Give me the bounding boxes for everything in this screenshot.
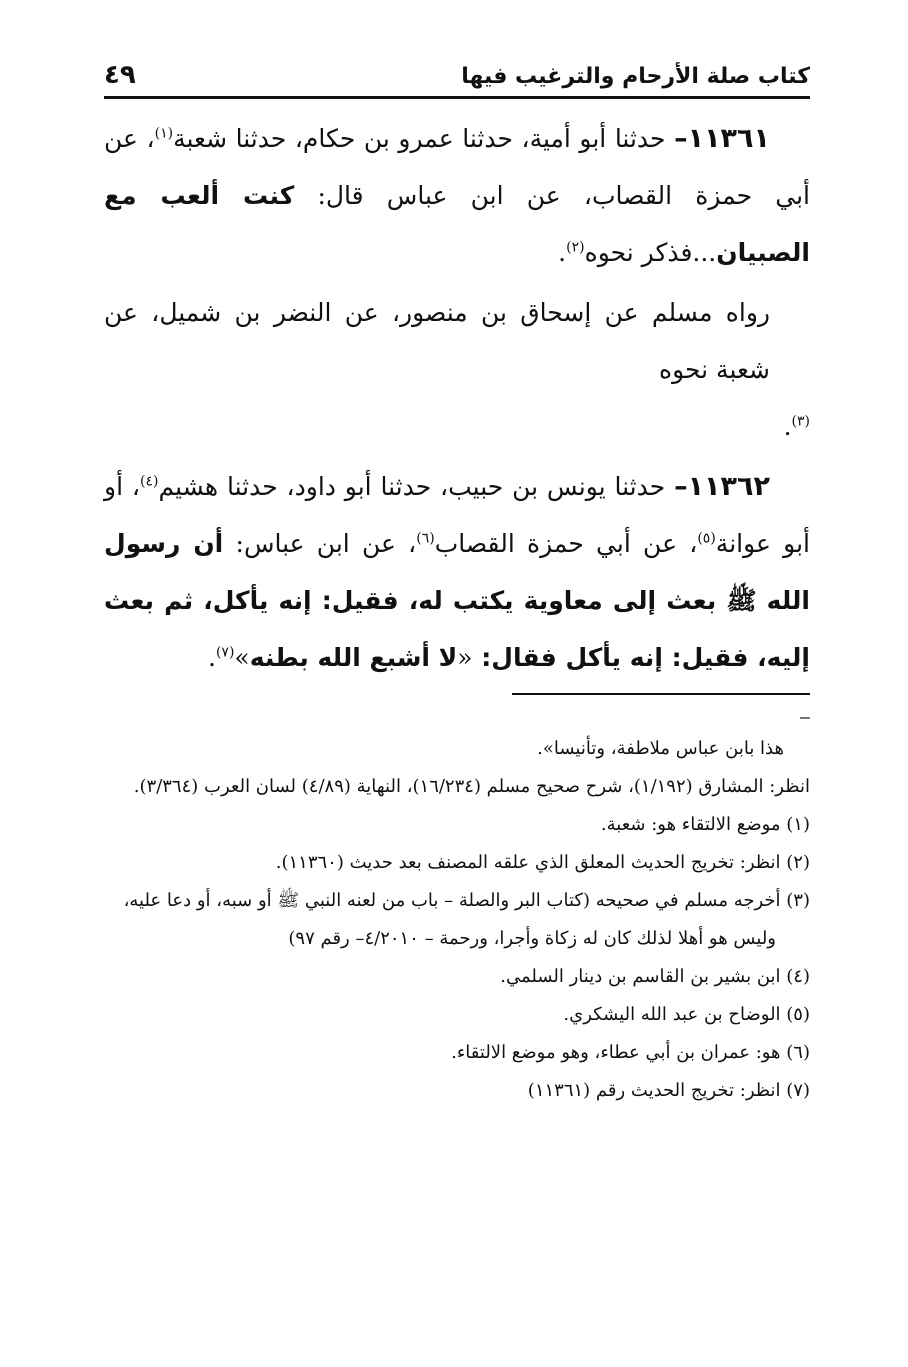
hadith-number: ١١٣٦١– (674, 123, 770, 154)
hadith-matn: كنت ألعب مع الصبيان (104, 181, 810, 267)
continuation-mark (800, 717, 810, 719)
hadith-11362 (104, 458, 810, 686)
footnote-7: (٧) انظر: تخريج الحديث رقم (١١٣٦١) (527, 1080, 810, 1101)
page-number: ٤٩ (104, 60, 136, 90)
footnote-ref-1[interactable]: (١) (154, 125, 174, 142)
quote-close: » (234, 643, 250, 672)
footnote-6: (٦) هو: عمران بن أبي عطاء، وهو موضع الالتقاء. (451, 1042, 810, 1063)
footnote-ref-4[interactable]: (٤) (139, 473, 159, 490)
page-header (104, 58, 810, 98)
prophetic-saying: لا أشبع الله بطنه (249, 643, 458, 672)
footnote-2: (٢) انظر: تخريج الحديث المعلق الذي علقه المصنف بعد حديث (١١٣٦٠). (275, 852, 810, 873)
footnote-ref-3[interactable]: (٣) (791, 413, 810, 430)
hadith-text: ...فذكر نحوه (584, 238, 717, 267)
hadith-text: . (207, 643, 216, 672)
hadith-text: ، عن أبي حمزة القصاب، عن ابن عباس قال: (104, 124, 810, 210)
hadith-text: . (558, 238, 567, 267)
footnote-4: (٤) ابن بشير بن القاسم بن دينار السلمي. (500, 966, 810, 987)
footnote-ref-7[interactable]: (٧) (215, 644, 235, 661)
hadith-text: ، عن ابن عباس: (223, 529, 417, 558)
hadith-number: ١١٣٦٢– (674, 471, 770, 502)
hadith-text: ، عن أبي حمزة القصاب (434, 529, 698, 558)
footnote-continuation: هذا بابن عباس ملاطفة، وتأنيسا». (537, 738, 784, 759)
footnote-3-continuation: وليس هو أهلا لذلك كان له زكاة وأجرا، ورحمة – ٤/٢٠١٠– رقم ٩٧) (288, 928, 776, 949)
footnote-1: (١) موضع الالتقاء هو: شعبة. (600, 814, 810, 835)
hadith-text: ، أو أبو عوانة (104, 472, 811, 558)
footnote-separator (512, 693, 810, 695)
riwaya-text: . (783, 412, 792, 441)
running-title: كتاب صلة الأرحام والترغيب فيها (461, 64, 810, 89)
riwaya-text: رواه مسلم عن إسحاق بن منصور، عن النضر بن شميل، عن شعبة نحوه (104, 298, 770, 384)
quote-open: « (457, 643, 473, 672)
riwaya-paragraph (104, 284, 810, 455)
footnote-5: (٥) الوضاح بن عبد الله اليشكري. (563, 1004, 810, 1025)
header-rule (104, 96, 810, 99)
footnote-ref-6[interactable]: (٦) (416, 530, 435, 547)
hadith-text: حدثنا أبو أمية، حدثنا عمرو بن حكام، حدثنا شعبة (173, 124, 675, 153)
main-text (104, 110, 810, 689)
hadith-text: حدثنا يونس بن حبيب، حدثنا أبو داود، حدثنا هشيم (158, 472, 675, 501)
hadith-11361 (104, 110, 810, 281)
hadith-matn: أن رسول الله ﷺ بعث إلى معاوية يكتب له، فقيل: إنه يأكل، ثم بعث إليه، فقيل: إنه يأكل فقال: (104, 529, 810, 672)
footnotes (104, 730, 810, 1110)
footnote-continuation: انظر: المشارق (١/١٩٢)، شرح صحيح مسلم (١٦/٢٣٤)، النهاية (٤/٨٩) لسان العرب (٣/٣٦٤). (133, 776, 810, 797)
footnote-ref-5[interactable]: (٥) (697, 530, 716, 547)
footnote-ref-2[interactable]: (٢) (566, 239, 585, 256)
footnote-3: (٣) أخرجه مسلم في صحيحه (كتاب البر والصلة – باب من لعنه النبي ﷺ أو سبه، أو دعا عليه، (123, 890, 810, 911)
